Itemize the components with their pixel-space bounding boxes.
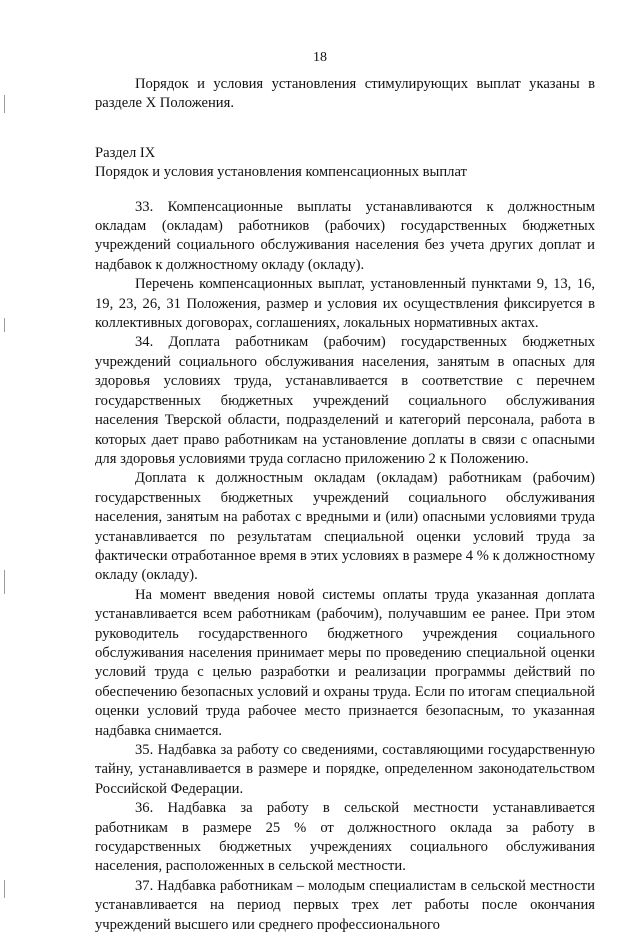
- paragraph-34-rate: Доплата к должностным окладам (окладам) работникам (рабочим) государственных бюджетных учреждений социального обслуживания населения, занятым на работах с вредными и (или) опасными условиями труда устанавливается по результатам специальной оценки условий труда за фактически отработанное время в этих условиях в размере 4 % к должностному окладу (окладу).: [95, 470, 595, 584]
- section-subtitle: Порядок и условия установления компенсационных выплат: [95, 164, 467, 181]
- paragraph-33: 33. Компенсационные выплаты устанавливаются к должностным окладам (окладам) работников (рабочих) государственных бюджетных учреждений социального обслуживания населения без учета других доплат и надбавок к должностному окладу (окладу).: [95, 198, 595, 273]
- document-body: [95, 75, 595, 935]
- paragraph-34-transition: На момент введения новой системы оплаты труда указанная доплата устанавливается всем работникам (рабочим), получавшим ее ранее. При этом руководитель государственного бюджетного учреждения социального обслуживания населения принимает меры по проведению специальной оценки условий труда с целью разработки и реализации программы действий по обеспечению безопасных условий и охраны труда. Если по итогам специальной оценки условий труда рабочее место признается безопасным, то указанная надбавка снимается.: [95, 586, 595, 739]
- paragraph-36: 36. Надбавка за работу в сельской местности устанавливается работникам в размере 25 % от должностного оклада за работу в государственных бюджетных учреждениях социального обслуживания населения, расположенных в сельской местности.: [95, 800, 595, 875]
- paragraph-37: 37. Надбавка работникам – молодым специалистам в сельской местности устанавливается на период первых трех лет работы после окончания учреждений высшего или среднего профессионального: [95, 877, 595, 933]
- paragraph-33-list: Перечень компенсационных выплат, установленный пунктами 9, 13, 16, 19, 23, 26, 31 Положения, размер и условия их осуществления фиксируется в коллективных договорах, соглашениях, локальных нормативных актах.: [95, 276, 595, 332]
- paragraph-35: 35. Надбавка за работу со сведениями, составляющими государственную тайну, устанавливается в размере и порядке, определенном законодательством Российской Федерации.: [95, 742, 595, 797]
- page-number: 18: [313, 50, 327, 65]
- margin-scan-mark: [4, 95, 5, 113]
- section-title: Раздел IX: [95, 144, 156, 161]
- margin-scan-mark: [4, 318, 5, 332]
- margin-scan-mark: [4, 880, 5, 898]
- paragraph-34: 34. Доплата работникам (рабочим) государственных бюджетных учреждений социального обслуживания населения, занятым в опасных для здоровья условиях труда, устанавливается в соответствие с перечнем государственных бюджетных учреждений социального обслуживания населения Тверской области, подразделений и категорий персонала, работа в которых дает право работникам на установление доплаты в связи с опасными для здоровья условиями труда согласно приложению 2 к Положению.: [95, 334, 595, 467]
- margin-scan-mark: [4, 570, 5, 594]
- paragraph-stimulus-reference: Порядок и условия установления стимулирующих выплат указаны в разделе X Положения.: [95, 76, 595, 112]
